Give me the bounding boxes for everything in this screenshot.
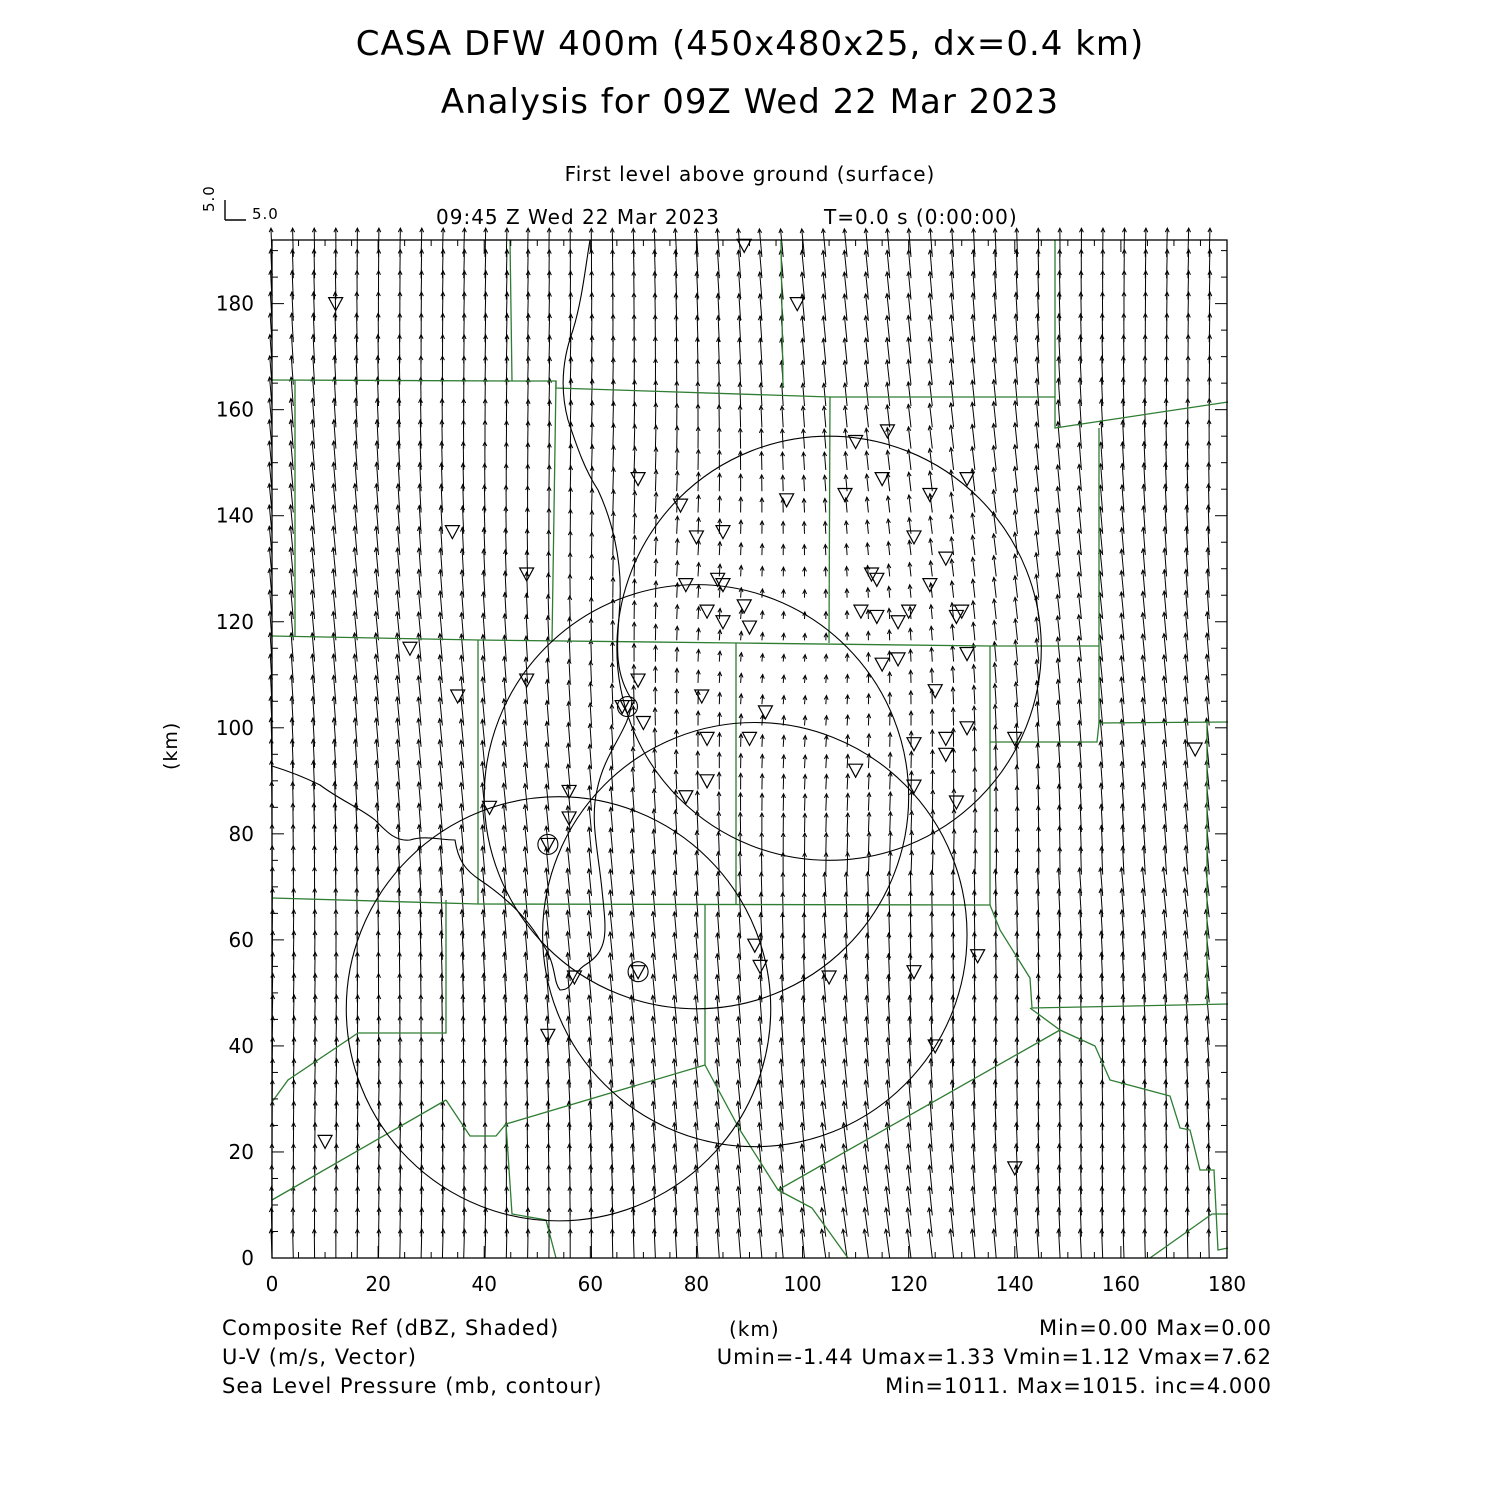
wind-vector <box>634 424 635 448</box>
range-ring <box>543 722 967 1146</box>
station-marker <box>403 642 417 655</box>
wind-vector <box>655 492 656 512</box>
wind-vector <box>932 790 933 811</box>
wind-vector <box>677 605 678 619</box>
wind-vector <box>847 774 848 789</box>
wind-vector <box>868 793 869 811</box>
forecast-time: T=0.0 s (0:00:00) <box>824 205 1018 229</box>
wind-vector <box>718 852 719 875</box>
station-marker <box>849 764 863 777</box>
wind-vector <box>890 753 891 769</box>
y-tick-label: 80 <box>228 821 254 846</box>
wind-vector <box>633 747 634 768</box>
wind-vector <box>633 767 634 789</box>
station-marker <box>870 610 884 623</box>
wind-vector <box>655 581 656 598</box>
wind-vector <box>847 813 848 832</box>
wind-vector <box>655 537 656 555</box>
station-marker <box>955 605 969 618</box>
wind-vector <box>677 494 678 513</box>
wind-vector <box>611 725 612 747</box>
wind-vector <box>677 516 678 534</box>
wind-vector <box>953 687 954 704</box>
pressure-circles <box>346 436 1041 1221</box>
station-marker <box>700 732 714 745</box>
wind-vector <box>676 770 677 789</box>
wind-vector <box>677 539 678 555</box>
wind-vector <box>868 832 869 853</box>
plot-subtitle: Analysis for 09Z Wed 22 Mar 2023 <box>440 82 1060 122</box>
wind-vector <box>740 832 741 853</box>
wind-vector <box>590 703 591 725</box>
wind-vector <box>932 850 933 874</box>
y-tick-label: 20 <box>228 1139 254 1164</box>
wind-vector <box>804 499 805 513</box>
wind-vector <box>911 791 912 811</box>
wind-vector <box>1016 703 1017 725</box>
wind-vector <box>698 495 699 513</box>
wind-vector <box>847 793 848 810</box>
wind-vector <box>954 829 955 853</box>
station-marker <box>865 568 879 581</box>
wind-vector <box>613 490 614 513</box>
station-marker <box>636 716 650 729</box>
wind-vector <box>569 639 570 662</box>
wind-vector <box>421 228 422 257</box>
wind-vector <box>826 813 827 832</box>
wind-vector <box>293 228 294 257</box>
wind-vector-field <box>268 228 1212 1258</box>
wind-vector <box>890 792 891 811</box>
wind-vector <box>634 402 635 427</box>
wind-vector <box>868 852 869 875</box>
wind-vector <box>612 228 613 256</box>
wind-vector <box>719 382 720 406</box>
wind-vector <box>697 831 698 853</box>
station-marker <box>960 648 974 661</box>
composite-ref-label: Composite Ref (dBZ, Shaded) <box>222 1316 560 1340</box>
y-axis-label: (km) <box>160 721 182 770</box>
station-marker <box>891 653 905 666</box>
y-tick-label: 40 <box>228 1033 254 1058</box>
wind-vector <box>569 617 570 640</box>
wind-vector <box>868 812 869 832</box>
wind-vector <box>570 596 571 619</box>
wind-vector <box>932 668 933 682</box>
wind-vector <box>868 773 869 789</box>
station-marker <box>891 616 905 629</box>
pressure-label: Sea Level Pressure (mb, contour) <box>222 1374 603 1398</box>
station-marker <box>949 796 963 809</box>
county-boundaries <box>272 240 1228 1258</box>
wind-vector <box>655 470 656 491</box>
composite-ref-stats: Min=0.00 Max=0.00 <box>1038 1316 1272 1340</box>
station-marker <box>1008 732 1022 745</box>
wind-vector <box>612 704 613 725</box>
wind-vector <box>613 534 614 555</box>
valid-time: 09:45 Z Wed 22 Mar 2023 <box>436 205 720 229</box>
wind-vector <box>634 447 635 470</box>
wind-vector <box>761 406 762 427</box>
pressure-contours <box>272 240 632 990</box>
station-marker <box>318 1135 332 1148</box>
wind-vector <box>782 429 783 449</box>
wind-vector <box>995 725 996 747</box>
wind-vector <box>547 658 549 682</box>
wind-vector <box>995 704 996 725</box>
y-tick-label: 120 <box>215 609 254 634</box>
station-marker <box>679 791 693 804</box>
wind-vector <box>590 724 592 747</box>
wind-vector <box>911 851 912 875</box>
wind-vector <box>569 681 570 704</box>
wind-vector <box>548 595 549 619</box>
wind-vector <box>613 468 614 491</box>
wind-vector <box>654 769 655 790</box>
wind-vector <box>953 708 954 726</box>
wind-vector <box>890 832 891 854</box>
wind-vector <box>677 561 678 577</box>
station-marker <box>753 960 767 973</box>
station-marker <box>875 658 889 671</box>
wind-vector <box>655 515 656 534</box>
station-marker <box>960 722 974 735</box>
station-marker <box>716 526 730 539</box>
wind-vector <box>506 228 507 257</box>
station-marker <box>939 732 953 745</box>
wind-vector <box>826 794 827 811</box>
wind-vector <box>1017 786 1018 811</box>
wind-vector <box>591 640 592 662</box>
station-marker <box>716 616 730 629</box>
wind-vector <box>890 812 891 832</box>
wind-vector <box>676 790 677 811</box>
wind-vector <box>783 475 784 491</box>
wind-vector <box>677 449 678 470</box>
wind-vector <box>590 682 591 704</box>
wind-vector <box>761 429 762 449</box>
wind-vector <box>1145 228 1146 257</box>
wind-vector <box>655 425 656 448</box>
wind-vector <box>740 405 741 427</box>
x-tick-label: 100 <box>783 1272 822 1296</box>
wind-vector <box>655 603 656 619</box>
x-axis-label: (km) <box>729 1317 780 1341</box>
wind-vector <box>655 559 656 576</box>
wind-vector <box>761 361 762 385</box>
station-marker <box>758 706 772 719</box>
wind-vector <box>548 616 549 640</box>
wind-vector <box>548 573 549 598</box>
station-marker <box>445 526 459 539</box>
x-tick-label: 40 <box>471 1272 497 1296</box>
wind-vector <box>592 489 593 513</box>
wind-vector <box>932 810 933 832</box>
wind-vector-label: U-V (m/s, Vector) <box>222 1345 417 1369</box>
station-marker <box>928 685 942 698</box>
wind-vector <box>655 728 656 747</box>
wind-vector <box>804 475 805 491</box>
wind-vector <box>719 360 720 385</box>
wind-vector <box>568 702 570 726</box>
wind-vector <box>697 791 698 811</box>
axis-ticks <box>272 240 1227 1258</box>
station-marker <box>711 573 725 586</box>
y-tick-label: 140 <box>215 503 254 528</box>
station-marker <box>939 552 953 565</box>
station-marker <box>737 600 751 613</box>
station-marker <box>1188 743 1202 756</box>
wind-vector <box>633 706 634 725</box>
wind-vector-stats: Umin=-1.44 Umax=1.33 Vmin=1.12 Vmax=7.62 <box>716 1345 1272 1369</box>
wind-vector <box>569 660 570 683</box>
y-tick-label: 180 <box>215 291 254 316</box>
y-tick-label: 160 <box>215 397 254 422</box>
wind-vector <box>612 684 613 704</box>
wind-vector <box>634 557 635 576</box>
wind-vector <box>612 663 613 683</box>
vector-key-v-label: 5.0 <box>200 185 218 212</box>
station-marker <box>939 748 953 761</box>
x-tick-label: 120 <box>889 1272 928 1296</box>
wind-vector <box>634 535 635 555</box>
wind-vector <box>911 811 912 832</box>
station-marker <box>695 690 709 703</box>
wind-vector <box>847 833 848 854</box>
station-marker <box>689 531 703 544</box>
wind-vector <box>634 491 635 512</box>
wind-vector <box>654 789 655 811</box>
wind-vector <box>613 446 614 470</box>
wind-vector <box>740 360 741 384</box>
wind-vector <box>655 448 656 470</box>
wind-vector <box>677 626 678 640</box>
plot-frame <box>272 240 1227 1258</box>
wind-vector <box>675 810 676 832</box>
wind-vector <box>591 661 592 683</box>
pressure-stats: Min=1011. Max=1015. inc=4.000 <box>885 1374 1272 1398</box>
x-tick-label: 160 <box>1101 1272 1140 1296</box>
station-marker <box>907 738 921 751</box>
y-tick-label: 0 <box>241 1246 254 1270</box>
wind-vector <box>740 852 741 875</box>
station-marker <box>700 605 714 618</box>
station-marker <box>854 605 868 618</box>
level-label: First level above ground (surface) <box>564 162 936 186</box>
x-tick-label: 60 <box>577 1272 604 1296</box>
wind-vector <box>890 852 891 875</box>
wind-vector <box>974 685 975 704</box>
wind-vector <box>634 513 635 534</box>
wind-vector <box>782 452 783 470</box>
x-tick-label: 180 <box>1207 1272 1247 1296</box>
wind-vector <box>996 746 997 768</box>
wind-vector <box>826 774 827 789</box>
x-tick-label: 80 <box>683 1272 710 1296</box>
y-tick-label: 60 <box>228 927 254 952</box>
wind-vector <box>847 852 848 874</box>
wind-vector <box>676 750 677 768</box>
wind-vector <box>890 772 891 789</box>
plot-title: CASA DFW 400m (450x480x25, dx=0.4 km) <box>355 24 1145 64</box>
wind-vector <box>1038 228 1039 257</box>
wind-vector <box>782 406 783 427</box>
wind-vector <box>805 794 806 811</box>
station-marker <box>700 775 714 788</box>
wind-vector <box>718 832 719 854</box>
wind-vector <box>655 748 656 768</box>
coastline-contour <box>272 240 632 990</box>
vector-key-u-label: 5.0 <box>252 205 279 223</box>
station-marker <box>743 732 757 745</box>
wind-vector <box>805 775 806 790</box>
x-tick-label: 0 <box>265 1272 279 1296</box>
wind-vector <box>974 727 975 747</box>
wind-vector <box>675 830 677 853</box>
wind-vector <box>400 228 401 257</box>
wind-vector <box>911 831 912 853</box>
wind-vector <box>910 871 911 896</box>
x-tick-label: 140 <box>995 1272 1034 1296</box>
station-marker <box>743 621 757 634</box>
wind-vector <box>761 872 762 896</box>
wind-vector <box>677 471 678 491</box>
x-tick-label: 20 <box>365 1272 391 1296</box>
y-tick-label: 100 <box>215 715 254 740</box>
wind-vector <box>783 774 784 789</box>
station-marker <box>631 473 645 486</box>
